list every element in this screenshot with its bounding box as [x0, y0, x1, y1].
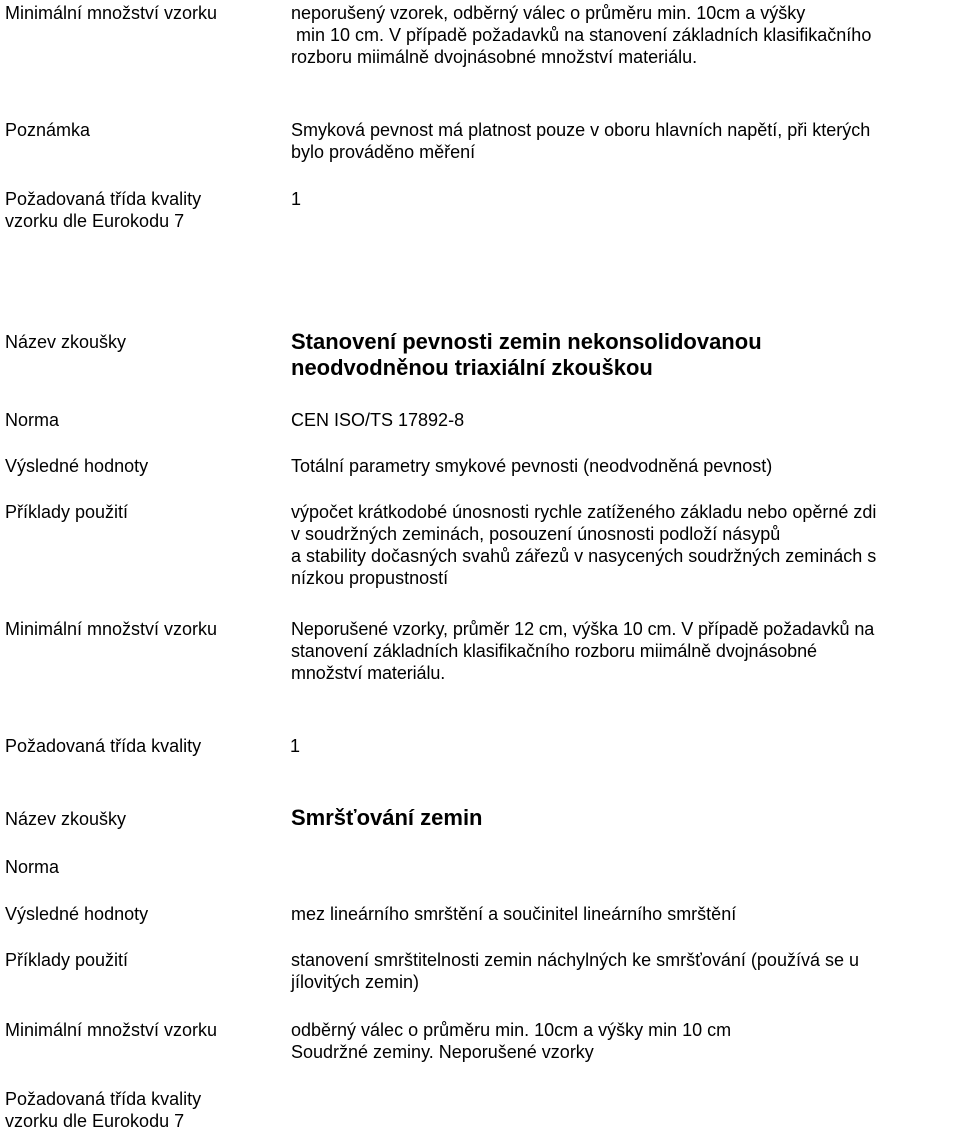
quality-class-value: 1: [291, 189, 302, 209]
min-sample-line: rozboru miimálně dvojnásobné množství materiálu.: [291, 47, 698, 67]
examples-line: stanovení smrštitelnosti zemin náchylných ke smršťování (používá se u: [291, 950, 859, 970]
quality-class-value: 1: [290, 736, 301, 756]
results-label: Výsledné hodnoty: [5, 904, 149, 924]
test-title-line: neodvodněnou triaxiální zkouškou: [291, 355, 653, 380]
results-label: Výsledné hodnoty: [5, 456, 149, 476]
min-sample-line: min 10 cm. V případě požadavků na stanovení základních klasifikačního: [291, 25, 872, 45]
examples-line: nízkou propustností: [291, 568, 449, 588]
note-value: [291, 119, 959, 163]
quality-class-label-line: vzorku dle Eurokodu 7: [5, 1111, 185, 1131]
min-sample-label: Minimální množství vzorku: [5, 619, 218, 639]
min-sample-line: Neporušené vzorky, průměr 12 cm, výška 10 cm. V případě požadavků na: [291, 619, 875, 639]
examples-line: v soudržných zeminách, posouzení únosnosti podloží násypů: [291, 524, 781, 544]
norm-label: Norma: [5, 857, 60, 877]
min-sample-line: stanovení základních klasifikačního rozboru miimálně dvojnásobné: [291, 641, 817, 661]
examples-value: [291, 501, 959, 589]
norm-label: Norma: [5, 410, 60, 430]
test-title: Smršťování zemin: [291, 805, 483, 830]
examples-line: a stability dočasných svahů zářezů v nasycených soudržných zeminách s: [291, 546, 877, 566]
test-title-line: Stanovení pevnosti zemin nekonsolidovanou: [291, 329, 762, 354]
note-line: Smyková pevnost má platnost pouze v oboru hlavních napětí, při kterých: [291, 120, 871, 140]
quality-class-label: [5, 188, 275, 232]
min-sample-value: [291, 618, 959, 684]
examples-label: Příklady použití: [5, 950, 129, 970]
min-sample-label: Minimální množství vzorku: [5, 1020, 218, 1040]
min-sample-line: neporušený vzorek, odběrný válec o průměru min. 10cm a výšky: [291, 3, 806, 23]
results-value: Totální parametry smykové pevnosti (neodvodněná pevnost): [291, 456, 773, 476]
results-value: mez lineárního smrštění a součinitel lineárního smrštění: [291, 904, 737, 924]
quality-class-label: [5, 1088, 275, 1132]
min-sample-value: [291, 2, 959, 68]
examples-line: výpočet krátkodobé únosnosti rychle zatíženého základu nebo opěrné zdi: [291, 502, 877, 522]
test-name-label: Název zkoušky: [5, 809, 127, 829]
min-sample-label: Minimální množství vzorku: [5, 3, 218, 23]
quality-class-label-line: vzorku dle Eurokodu 7: [5, 211, 185, 231]
test-name-label: Název zkoušky: [5, 332, 127, 352]
examples-value: [291, 949, 959, 993]
min-sample-line: Soudržné zeminy. Neporušené vzorky: [291, 1042, 594, 1062]
note-line: bylo prováděno měření: [291, 142, 476, 162]
examples-line: jílovitých zemin): [291, 972, 420, 992]
norm-value: CEN ISO/TS 17892-8: [291, 410, 465, 430]
quality-class-label: Požadovaná třída kvality: [5, 736, 202, 756]
quality-class-label-line: Požadovaná třída kvality: [5, 189, 202, 209]
note-label: Poznámka: [5, 120, 91, 140]
min-sample-line: odběrný válec o průměru min. 10cm a výšky min 10 cm: [291, 1020, 732, 1040]
quality-class-label-line: Požadovaná třída kvality: [5, 1089, 202, 1109]
min-sample-value: [291, 1019, 959, 1063]
min-sample-line: množství materiálu.: [291, 663, 446, 683]
examples-label: Příklady použití: [5, 502, 129, 522]
test-title: [291, 329, 959, 381]
